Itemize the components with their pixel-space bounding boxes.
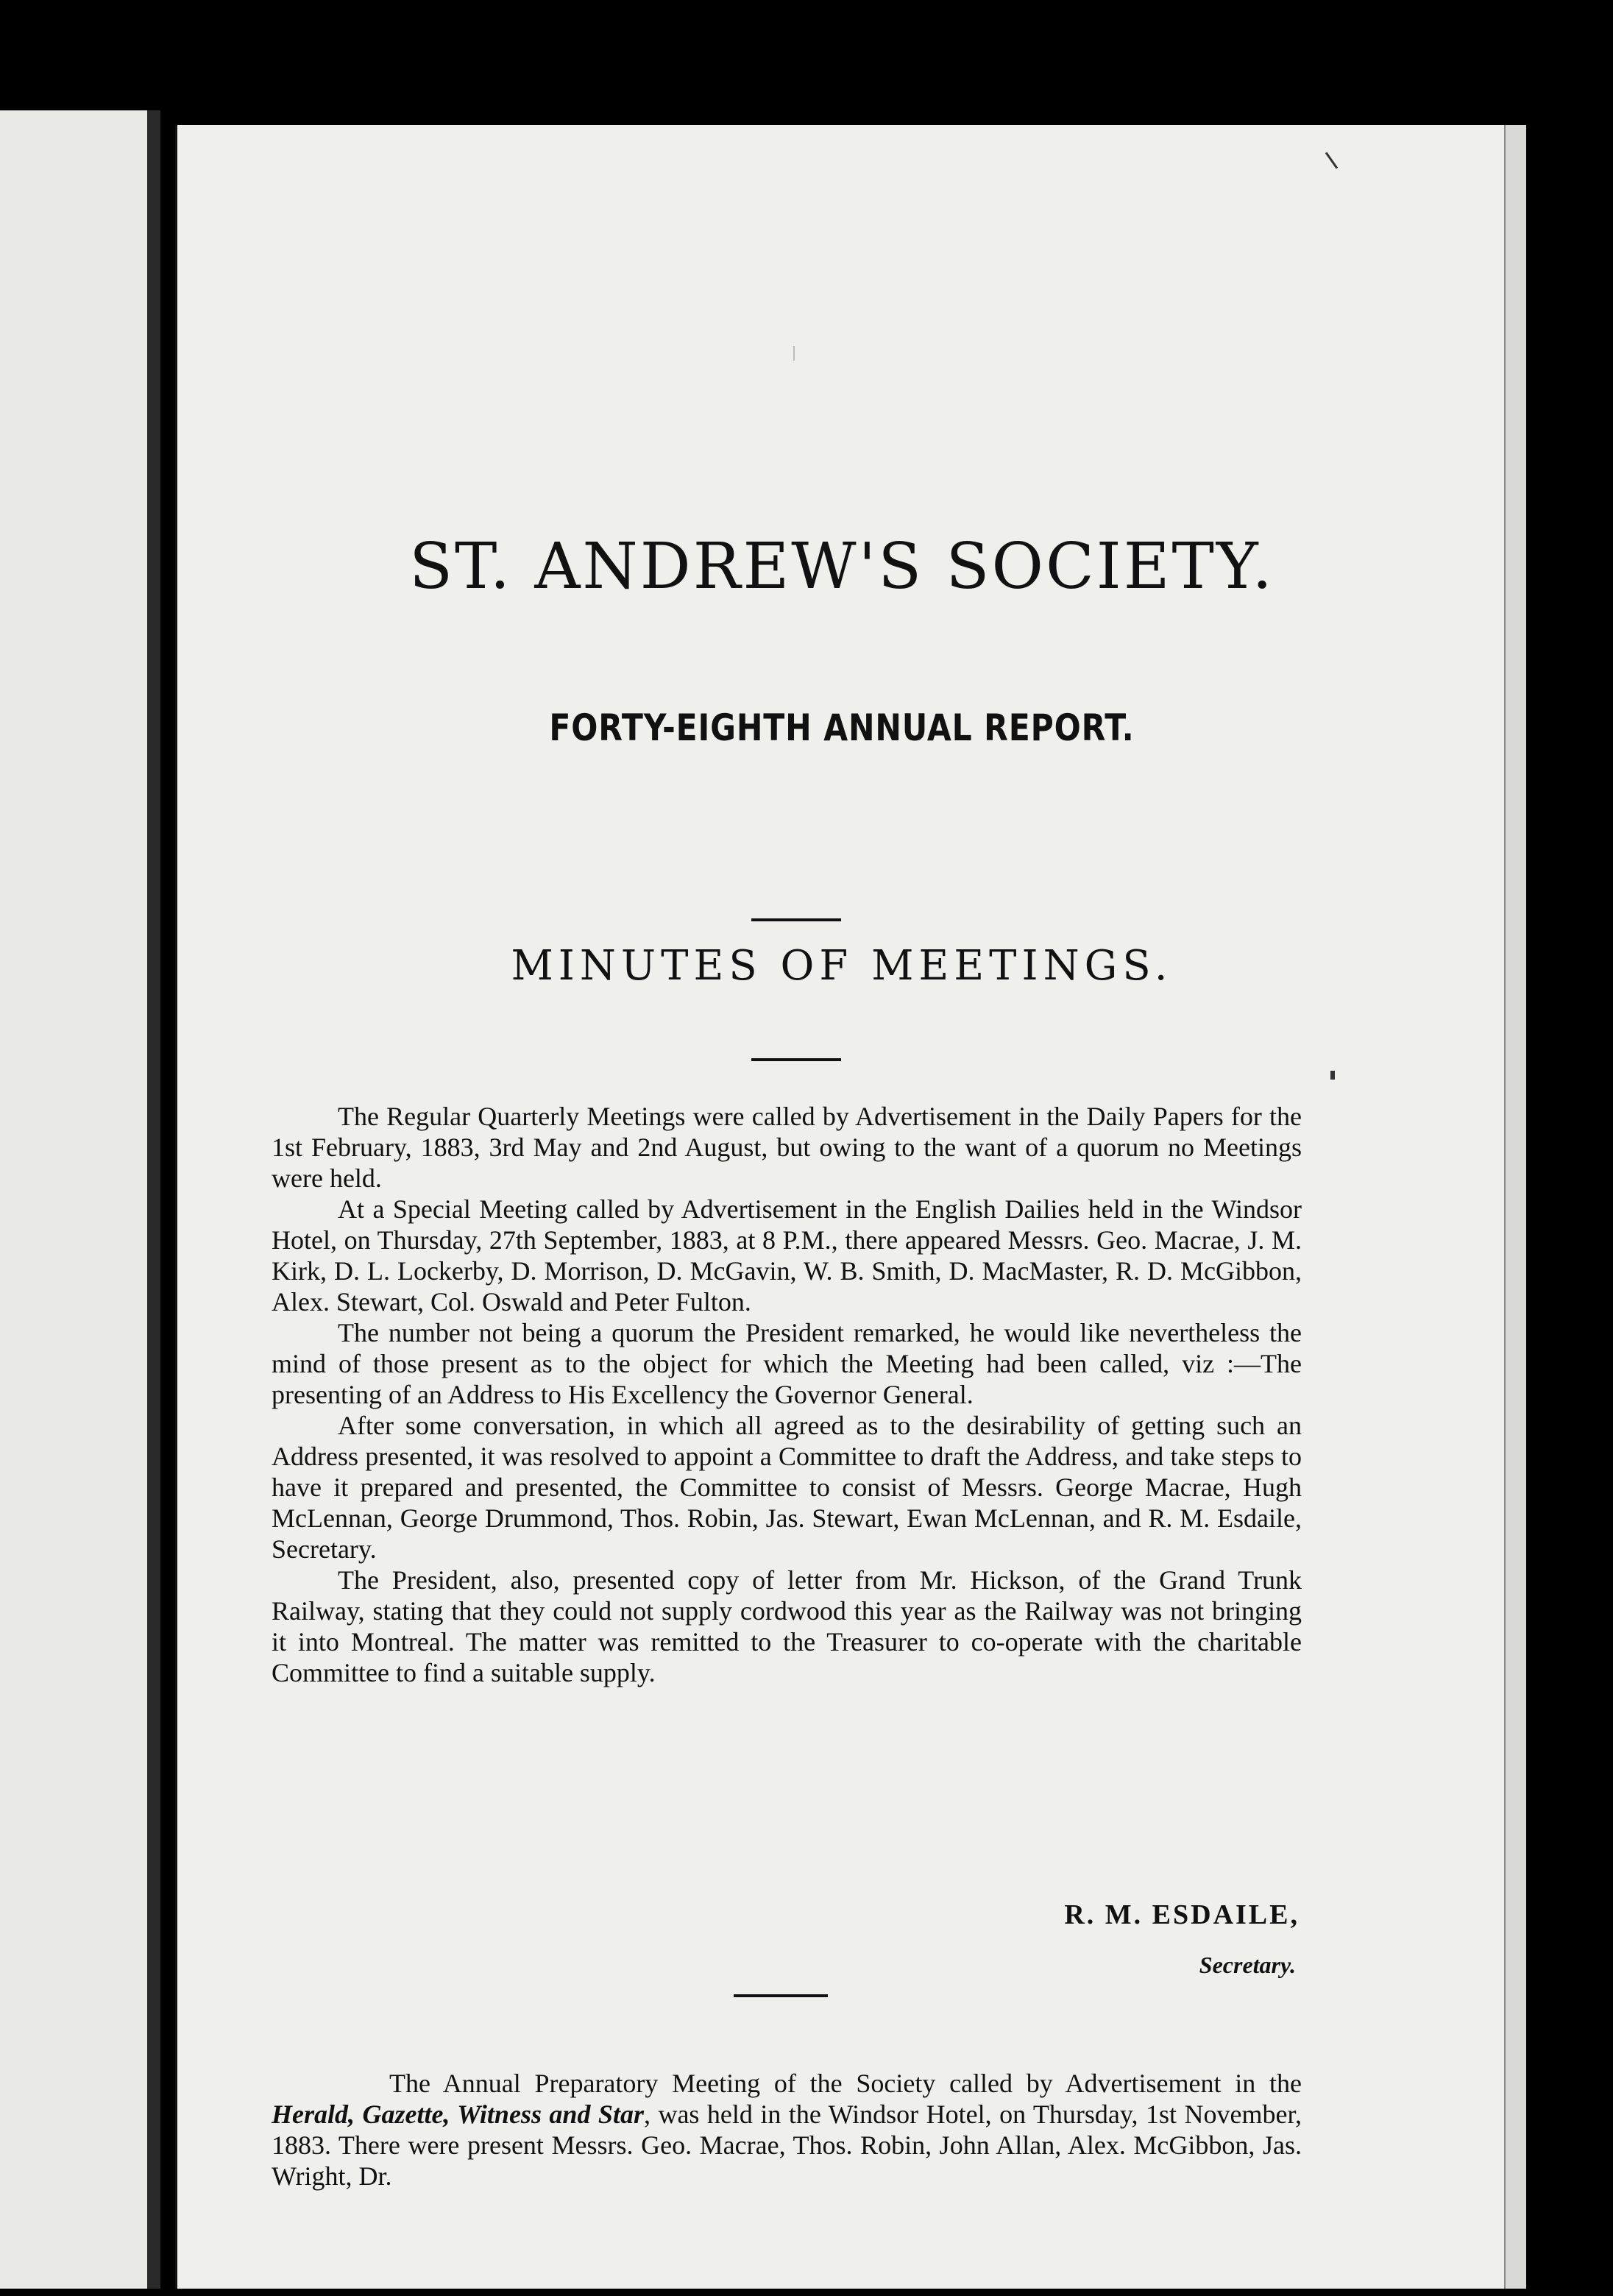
preparatory-meeting-text (272, 2068, 1302, 2192)
signature-role: Secretary. (1199, 1952, 1296, 1978)
book-gutter (160, 110, 175, 2289)
signature-name: R. M. ESDAILE, (1064, 1899, 1300, 1930)
paragraph-preparatory-meeting (272, 2068, 1302, 2192)
divider-rule-2 (751, 1058, 841, 1061)
paragraph-cordwood: The President, also, presented copy of letter from Mr. Hickson, of the Grand Trunk Railway, stating that they could not supply cordwood this year as the Railway was not bringing it into Montreal. The matter was remitted to the Treasurer to co-operate with the charitable Committee to find a suitable supply. (272, 1565, 1302, 1687)
paragraph-committee: After some conversation, in which all agreed as to the desirability of getting such an Address presented, it was resolved to appoint a Committee to draft the Address, and take steps to have it prepared and presented, the Committee to consist of Messrs. George Macrae, Hugh McLennan, George Drummond, Thos. Robin, Jas. Stewart, Ewan McLennan, and R. M. Esdaile, Secretary. (272, 1411, 1302, 1564)
divider-rule-1 (751, 918, 841, 921)
paragraph-preparatory-start: The Annual Preparatory Meeting of the Society called by Advertisement in the (389, 2069, 1302, 2098)
document-page (175, 125, 1506, 2289)
facing-page (0, 110, 147, 2289)
page-edge (1504, 125, 1526, 2289)
divider-rule-3 (734, 1994, 828, 1997)
minutes-body (272, 1101, 1302, 1688)
paragraph-quorum: The number not being a quorum the President remarked, he would like nevertheless the mind of those present as to the object for which the Meeting had been called, viz :—The presenting of an Address to His Excellency the Governor General. (272, 1318, 1302, 1409)
facing-page-edge (147, 110, 160, 2289)
newspaper-names: Herald, Gazette, Witness and Star (272, 2100, 644, 2129)
paragraph-preparatory-end: , was held in the Windsor Hotel, on Thursday, 1st November, 1883. There were present Messrs. Geo. Macrae, Thos. Robin, John Allan, Alex. McGibbon, Jas. Wright, Dr. (272, 2100, 1302, 2191)
scan-speck (793, 346, 795, 361)
paragraph-quarterly-meetings: The Regular Quarterly Meetings were called by Advertisement in the Daily Papers for the 1st February, 1883, 3rd May and 2nd August, but owing to the want of a quorum no Meetings were held. (272, 1102, 1302, 1193)
report-heading: FORTY-EIGHTH ANNUAL REPORT. (549, 706, 1135, 749)
minutes-heading: MINUTES OF MEETINGS. (511, 942, 1173, 990)
society-title: ST. ANDREW'S SOCIETY. (409, 530, 1275, 603)
scan-speck (1330, 1071, 1335, 1080)
paragraph-special-meeting: At a Special Meeting called by Advertisement in the English Dailies held in the Windsor Hotel, on Thursday, 27th September, 1883, at 8 P.M., there appeared Messrs. Geo. Macrae, J. M. Kirk, D. L. Lockerby, D. Morrison, D. McGavin, W. B. Smith, D. MacMaster, R. D. McGibbon, Alex. Stewart, Col. Oswald and Peter Fulton. (272, 1194, 1302, 1317)
